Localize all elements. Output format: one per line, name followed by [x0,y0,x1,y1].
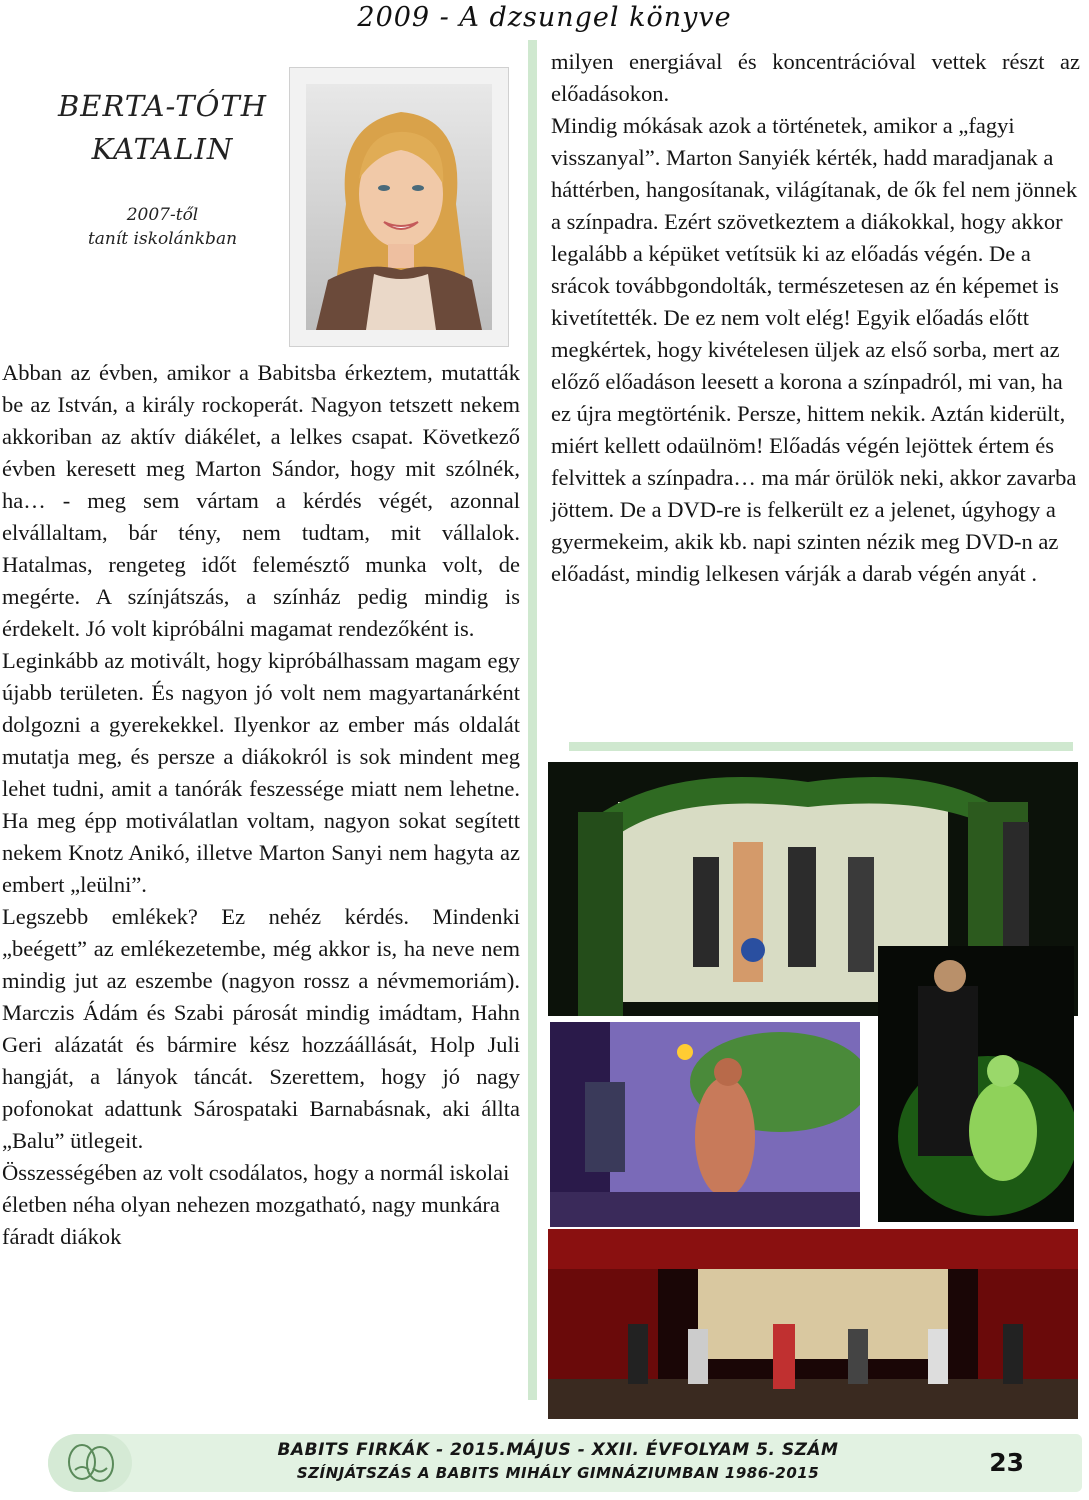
teaching-since-line-1: 2007-től [126,205,199,225]
stage-scene-photo-icon [548,1229,1078,1419]
teaching-since-line-2: tanít iskolánkban [87,229,238,249]
teacher-name-line-2: KATALIN [91,132,234,166]
page-number: 23 [989,1448,1024,1477]
column-divider [528,40,537,1400]
article-paragraph: Legszebb emlékek? Ez nehéz kérdés. Mindenki „beégett” az emlékezetembe, még akkor is, ha neve nem mindig jut az eszembe (nagyon rossz a névmemoriám). Marczis Ádám és Szabi párosát mindig imádtam, Hahn Geri alázatát és bármire kész hozzáállását, Holp Juli hangját, a lányok táncát. Szerettem, hogy jó nagy pofonokat adattunk Sárospataki Barnabásnak, aki állta „Balu” ütlegeit. [2,904,520,1153]
running-title: 2009 - A dzsungel könyve [357,2,732,33]
stage-photo-finale [548,1229,1078,1419]
stage-scene-photo-icon [550,1022,860,1227]
article-column-right [551,46,1080,590]
teacher-name-block [20,85,305,251]
article-paragraph: Abban az évben, amikor a Babitsba érkeztem, mutatták be az István, a király rockoperát. Nagyon tetszett nekem akkoriban az aktív diákélet, a lelkes csapat. Következő évben keresett meg Marton Sándor, hogy mit szólnék, ha… - meg sem vártam a kérdés végét, azonnal elvállaltam, bár tény, nem tudtam, mit vállalok. Hatalmas, rengeteg időt felemésztő munka volt, de megérte. A színjátszás, a színház pedig mindig is érdekelt. Jó volt kipróbálni magamat rendezőként is. [2,360,520,641]
article-paragraph: milyen energiával és koncentrációval vettek részt az előadásokon. [551,49,1080,106]
article-paragraph: Mindig mókásak azok a történetek, amikor a „fagyi visszanyal”. Marton Sanyiék kérték, hadd maradjanak a háttérben, hangosítanak, világítanak, de ők fel nem jönnek a színpadra. Ezért szövetkeztem a diákokkal, hogy akkor legalább a képüket vetítsük ki az előadás végén. De a srácok továbbgondolták, természetesen az én képemet is kivetítették. De ez nem volt elég! Egyik előadás előtt megkértek, hogy kivételesen üljek az első sorba, mert az előző előadáson leesett a korona a színpadról, mi van, ha ez újra megtörténik. Persze, hittem nekik. Aztán kiderült, miért kellett odaülnöm! Előadás végén lejöttek értem és felvittek a színpadra… ma már örülök neki, akkor zavarba jöttem. De a DVD-re is felkerült ez a jelenet, úgyhogy a gyermekeim, akik kb. napi szinten nézik meg DVD-n az előadást, mindig lelkesen várják a darab végén anyát . [551,113,1078,586]
teacher-portrait [290,68,508,346]
page-footer [48,1434,1082,1492]
photo-band [569,742,1073,751]
article-column-left [2,357,520,1253]
article-paragraph: Összességében az volt csodálatos, hogy a normál iskolai életben néha olyan nehezen mozgatható, nagy munkára fáradt diákok [2,1160,510,1249]
footer-publication-line: BABITS FIRKÁK - 2015.MÁJUS - XXII. ÉVFOLYAM 5. SZÁM [277,1440,839,1460]
footer-section-line: SZÍNJÁTSZÁS A BABITS MIHÁLY GIMNÁZIUMBAN 1986-2015 [296,1464,820,1482]
teacher-name-line-1: BERTA-TÓTH [57,89,268,123]
stage-photo-green-light [878,946,1074,1222]
footer-logo [48,1434,132,1492]
portrait-photo-icon [306,84,492,330]
stage-scene-photo-icon [878,946,1074,1222]
stage-photo-torch [550,1022,860,1227]
article-paragraph: Leginkább az motivált, hogy kipróbálhassam magam egy újabb területen. És nagyon jó volt nem magyartanárként dolgozni a gyerekekkel. Ilyenkor az ember más oldalát mutatja meg, és persze a diákokról is sok mindent meg lehet tudni, amit a tanórák feszessége miatt nem lehetne. Ha meg épp motiválatlan voltam, nagyon sokat segített nekem Knotz Anikó, illetve Marton Sanyi nem hagyta az embert „leülni”. [2,648,520,897]
theater-masks-icon [48,1434,132,1492]
